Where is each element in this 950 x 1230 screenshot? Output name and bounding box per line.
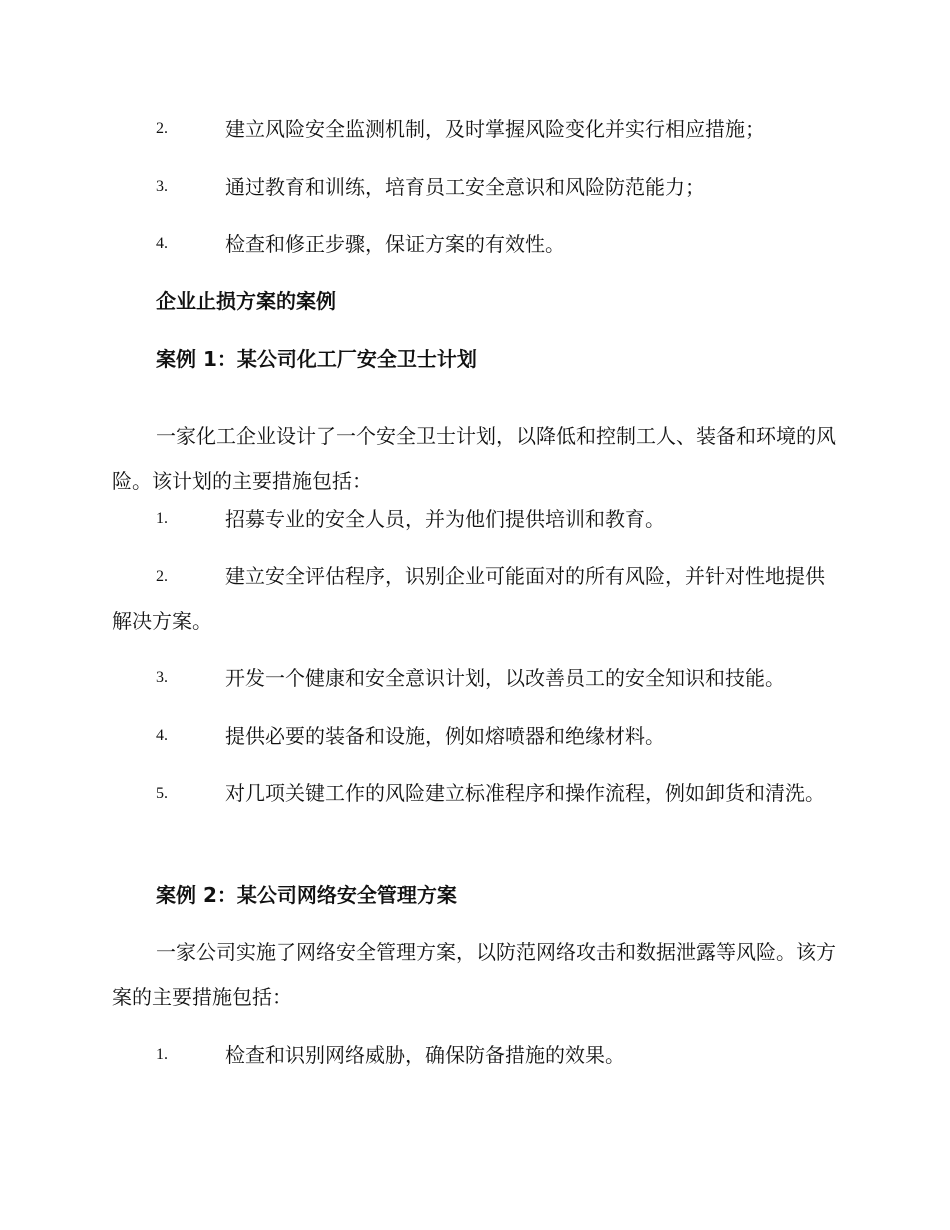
list-number: 1. (156, 510, 168, 527)
list-number: 3. (156, 178, 168, 195)
list-text: 建立风险安全监测机制，及时掌握风险变化并实行相应措施； (225, 117, 765, 141)
list-item (0, 107, 840, 151)
list-text: 检查和识别网络威胁，确保防备措施的效果。 (225, 1043, 625, 1067)
list-number: 3. (156, 669, 168, 686)
list-text: 建立安全评估程序，识别企业可能面对的所有风险，并针对性地提供解决方案。 (112, 564, 825, 633)
list-text: 检查和修正步骤，保证方案的有效性。 (225, 232, 565, 256)
list-item (0, 497, 840, 541)
list-text: 招募专业的安全人员，并为他们提供培训和教育。 (225, 507, 665, 531)
list-item (0, 656, 840, 700)
list-text: 对几项关键工作的风险建立标准程序和操作流程，例如卸货和清洗。 (225, 781, 825, 805)
list-text: 开发一个健康和安全意识计划，以改善员工的安全知识和技能。 (225, 666, 785, 690)
list-number: 4. (156, 235, 168, 252)
list-number: 4. (156, 727, 168, 744)
list-number: 5. (156, 785, 168, 802)
list-number: 2. (156, 120, 168, 137)
list-item (0, 1033, 840, 1077)
list-item (0, 165, 840, 209)
list-number: 2. (156, 568, 168, 585)
case-1-intro: 一家化工企业设计了一个安全卫士计划，以降低和控制工人、装备和环境的风险。该计划的主要措施包括： (112, 424, 836, 493)
list-number: 1. (156, 1046, 168, 1063)
case-2-intro: 一家公司实施了网络安全管理方案，以防范网络攻击和数据泄露等风险。该方案的主要措施包括： (112, 940, 836, 1009)
list-item (0, 714, 840, 758)
list-text: 通过教育和训练，培育员工安全意识和风险防范能力； (225, 175, 705, 199)
case-2-title: 案例 2：某公司网络安全管理方案 (156, 883, 457, 907)
list-text: 提供必要的装备和设施，例如熔喷器和绝缘材料。 (225, 724, 665, 748)
section-heading: 企业止损方案的案例 (156, 289, 336, 313)
list-item (0, 222, 840, 266)
list-item (0, 771, 840, 861)
list-item (0, 554, 840, 644)
case-1-title: 案例 1：某公司化工厂安全卫士计划 (156, 347, 477, 371)
